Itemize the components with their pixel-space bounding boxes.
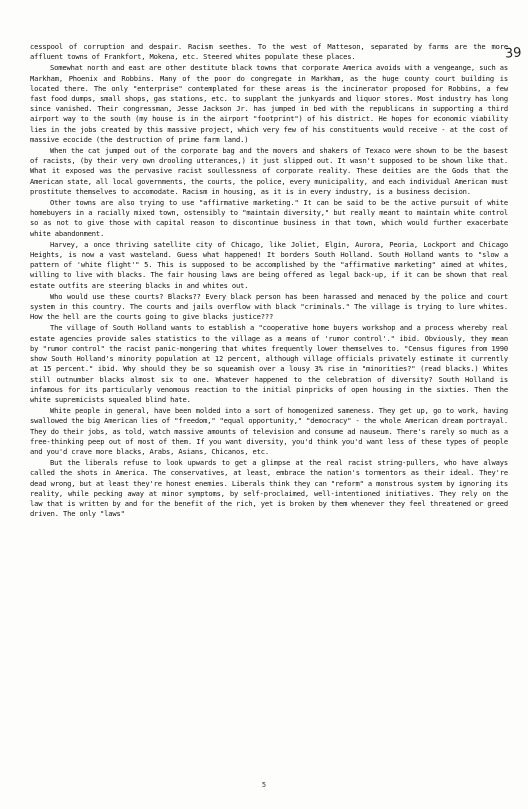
paragraph-3: When the cat jumped out of the corporate bag and the movers and shakers of Texaco were shown to be the basest of racists, (by their very own drooling utterances,) it just slipped out. It wasn't supposed to be shown like that. What it exposed was the pervasive racist soullessness of corporate reality. These deities are the Gods that the American state, all local governments, the courts, the police, every municipality, and each individual American must prostitute themselves to accomodate. Racism in housing, as it is in every industry, is a business decision. <box>30 146 509 196</box>
paragraph-8: White people in general, have been molded into a sort of homogenized sameness. They get up, go to work, having swallowed the big American lies of "freedom," "equal opportunity," "democracy" - the whole American dream portrayal. They do their jobs, as told, watch massive amounts of television and consume ad nauseum. There's rarely so much as a free-thinking peep out of most of them. If you want diversity, you'd think you'd want less of these types of people and you'd crave more blacks, Arabs, Asians, Chicanos, etc. <box>30 406 509 456</box>
paragraph-9: But the liberals refuse to look upwards to get a glimpse at the real racist string-pullers, who have always called the shots in America. The conservatives, at least, embrace the nation's tormentors as their ideal. They're dead wrong, but at least they're honest enemies. Liberals think they can "reform" a monstrous system by ignoring its reality, while pecking away at minor symptoms, by self-proclaimed, well-intentioned initiatives. They rely on the law that is written by and for the benefit of the rich, yet is broken by them whenever they feel threatened or greed driven. The only "laws" <box>30 458 509 519</box>
paragraph-5: Harvey, a once thriving satellite city of Chicago, like Joliet, Elgin, Aurora, Peoria, Lockport and Chicago Heights, is now a vast wasteland. Guess what happened! It borders South Holland. South Holland wants to "slow a pattern of 'white flight'" 5. This is supposed to be accomplished by the "affirmative marketing" aimed at whites, willing to live with blacks. The fair housing laws are being offered as legal back-up, if it can be shown that real estate outfits are steering blacks in and whites out. <box>30 239 508 290</box>
page-footer: 5 <box>261 781 267 789</box>
paragraph-2: Somewhat north and east are other destitute black towns that corporate America avoids with a vengeange, such as Markham, Phoenix and Robbins. Many of the poor do congregate in Markham, as the huge county court building is located there. The only "enterprise" contemplated for these areas is the incinerator proposed for Robbins, a few fast food dumps, small shops, gas stations, etc. to supplant the junkyards and liquor stores. Most industry has long since vanished. Their congressman, Jesse Jackson Jr. has jumped in bed with the republicans in supporting a third airport way to the south (my house is in the airport "footprint") of his district. He hopes for economic viability lies in the jobs created by this massive project, which very few of his constituents would receive - at the cost of massive ecocide (the destruction of prime farm land.) <box>30 63 509 144</box>
paragraph-4: Other towns are also trying to use "affirmative marketing." It can be said to be the active pursuit of white homebuyers in a racially mixed town, ostensibly to "maintain diversity," but really meant to maintain white control so as not to give those with capital reason to discontinue business in that town, which would further exacerbate white abandonment. <box>30 198 508 238</box>
document-body <box>30 42 508 520</box>
paragraph-7: The village of South Holland wants to establish a "cooperative home buyers workshop and a process whereby real estate agencies provide sales statistics to the village as a means of 'rumor control'." ibid. Obviously, they mean by "rumor control" the racist panic-mongering that whites frequently lower themselves to. "Census figures from 1990 show South Holland's minority population at 12 percent, although village officials privately estimate it currently at 15 percent." ibid. Why should they be so squeamish over a lousy 3% rise in "minorities?" (read blacks.) Whites still outnumber blacks almost six to one. Whatever happened to the celebration of diversity? South Holland is infamous for its particularly venomous reaction to the initial pinpricks of open housing in the sixties. Then the white supremicists squealed blind hate. <box>30 323 508 404</box>
paragraph-1: cesspool of corruption and despair. Racism seethes. To the west of Matteson, separated by farms are the more affluent towns of Frankfort, Mokena, etc. Steered whites populate these places. <box>30 42 508 62</box>
page-number: 39 <box>504 45 523 62</box>
paragraph-6: Who would use these courts? Blacks?? Every black person has been harassed and menaced by the police and court system in this country. The courts and jails overflow with black "criminals." The village is trying to lure whites. How the hell are the courts going to give blacks justice??? <box>30 291 508 322</box>
